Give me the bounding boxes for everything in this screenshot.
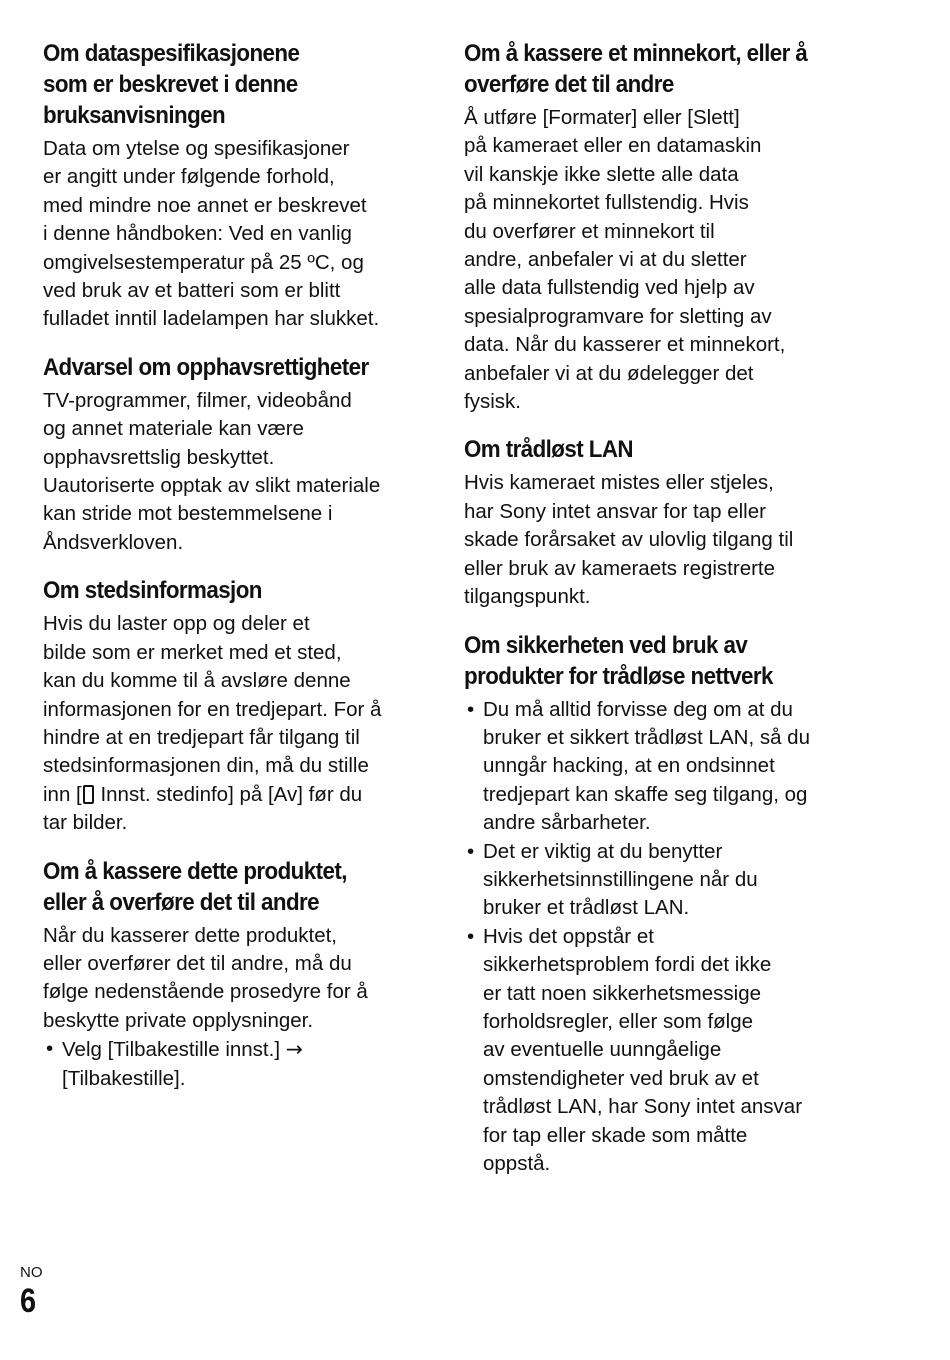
list-item: • Velg [Tilbakestille innst.] → [Tilbakestille]. bbox=[46, 1037, 303, 1090]
right-arrow-icon: → bbox=[285, 1037, 303, 1062]
section-body: Data om ytelse og spesifikasjoner er angitt under følgende forhold, med mindre noe annet er beskrevet i denne håndboken: Ved en vanlig omgivelsestemperatur på 25 ºC, og ved bruk av et batteri som er blitt fulladet inntil ladelampen har slukket. bbox=[43, 137, 380, 331]
section-heading: Om sikkerheten ved bruk av produkter for trådløse nettverk bbox=[464, 631, 773, 690]
list-item: • Det er viktig at du benytter sikkerhetsinnstillingene når du bruker et trådløst LAN. bbox=[467, 839, 758, 920]
section-wireless-security bbox=[464, 630, 854, 1179]
bullet-list bbox=[43, 1035, 428, 1093]
section-body: TV-programmer, filmer, videobånd og annet materiale kan være opphavsrettslig beskyttet. Uautoriserte opptak av slikt materiale kan stride mot bestemmelsene i Åndsverkloven. bbox=[43, 388, 381, 554]
section-body: Hvis kameraet mistes eller stjeles, har Sony intet ansvar for tap eller skade forårsaket av ulovlig tilgang til eller bruk av kameraets registrerte tilgangspunkt. bbox=[464, 471, 794, 609]
bullet-icon: • bbox=[46, 1037, 54, 1061]
section-heading: Om dataspesifikasjonene som er beskrevet i denne bruksanvisningen bbox=[43, 40, 300, 129]
list-item: • Du må alltid forvisse deg om at du bruker et sikkert trådløst LAN, så du unngår hacking, at en ondsinnet tredjepart kan skaffe seg tilgang, og andre sårbarheter. bbox=[467, 697, 810, 835]
section-heading: Om å kassere et minnekort, eller å overføre det til andre bbox=[464, 40, 808, 98]
page-footer bbox=[20, 1264, 43, 1320]
section-data-specifications bbox=[43, 38, 428, 334]
location-setting-line: inn [ Innst. stedinfo] på [Av] før du bbox=[43, 782, 363, 806]
left-column bbox=[43, 38, 428, 1111]
section-heading: Om å kassere dette produktet, eller å overføre det til andre bbox=[43, 857, 347, 916]
section-body: Å utføre [Formater] eller [Slett] på kameraet eller en datamaskin vil kanskje ikke slette alle data på minnekortet fullstendig. Hvis du overfører et minnekort til andre, anbefaler vi at du sletter alle data fullstendig ved hjelp av spesialprogramvare for sletting av data. Når du kasserer et minnekort, anbefaler vi at du ødelegger det fysisk. bbox=[464, 106, 786, 414]
section-heading: Om stedsinformasjon bbox=[43, 577, 262, 605]
section-copyright-warning bbox=[43, 352, 428, 557]
section-heading: Om trådløst LAN bbox=[464, 436, 633, 464]
section-body: Hvis du laster opp og deler et bilde som er merket med et sted, kan du komme til å avsløre denne informasjonen for en tredjepart. For å hindre at en tredjepart får tilgang til stedsinformasjonen din, må du stille inn [ Innst. stedinfo] på [Av] før du tar bilder. bbox=[43, 610, 428, 837]
right-column bbox=[464, 38, 854, 1196]
bullet-icon: • bbox=[467, 839, 475, 863]
section-location-info bbox=[43, 575, 428, 837]
bullet-icon: • bbox=[467, 697, 475, 721]
page-number: 6 bbox=[20, 1282, 37, 1320]
phone-icon bbox=[83, 785, 94, 804]
section-dispose-memory-card bbox=[464, 38, 854, 416]
section-wireless-lan bbox=[464, 434, 854, 611]
bullet-icon: • bbox=[467, 924, 475, 948]
bullet-list bbox=[464, 696, 854, 1179]
language-code: NO bbox=[20, 1264, 43, 1281]
section-body: Når du kasserer dette produktet, eller overfører det til andre, må du følge nedenstående prosedyre for å beskytte private opplysninger. bbox=[43, 923, 368, 1032]
section-dispose-product bbox=[43, 856, 428, 1093]
list-item: • Hvis det oppstår et sikkerhetsproblem fordi det ikke er tatt noen sikkerhetsmessige forholdsregler, eller som følge av eventuelle uunngåelige omstendigheter ved bruk av et trådløst LAN, har Sony intet ansvar for tap eller skade som måtte oppstå. bbox=[467, 924, 803, 1175]
section-heading: Advarsel om opphavsrettigheter bbox=[43, 353, 369, 381]
